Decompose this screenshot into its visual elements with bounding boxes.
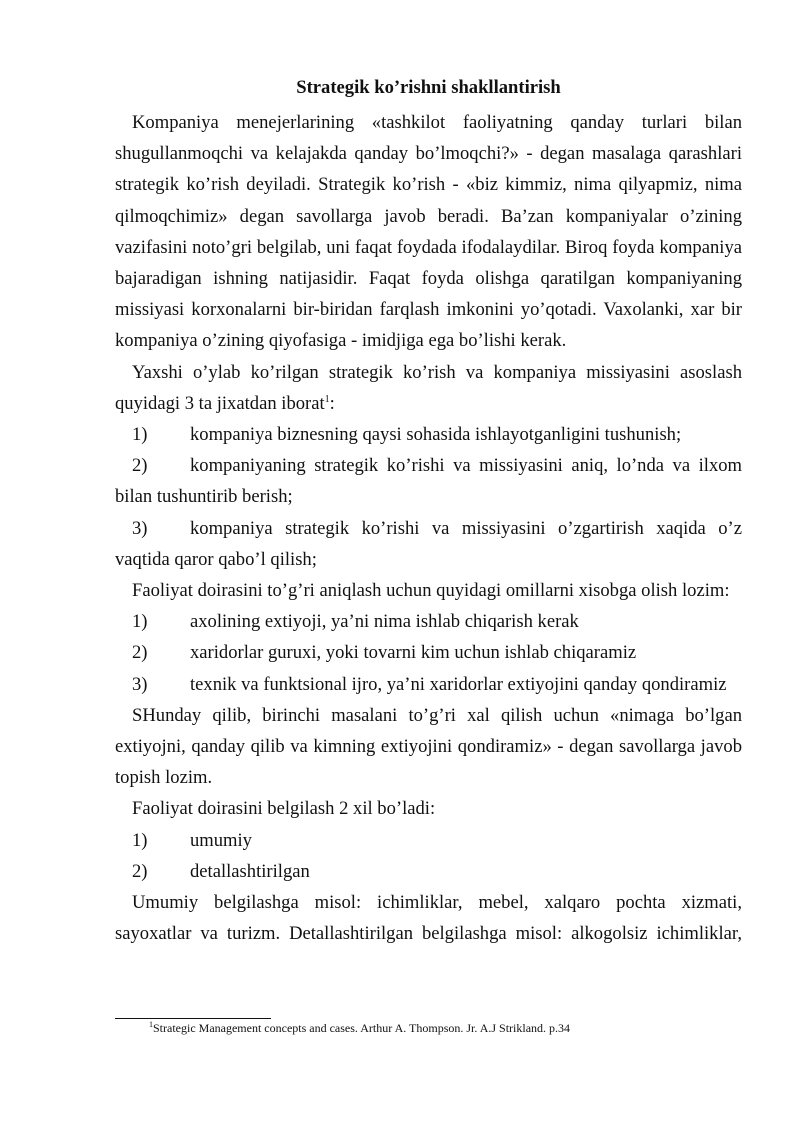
list-item-number: 2) <box>132 455 148 477</box>
paragraph-aspects <box>115 357 742 419</box>
list-item <box>115 606 742 637</box>
list-item-text: detallashtirilgan <box>190 860 310 882</box>
footnote-text: Strategic Management concepts and cases. Arthur A. Thompson. Jr. A.J Strikland. p.34 <box>153 1021 571 1035</box>
paragraph-intro: Kompaniya menejerlarining «tashkilot faoliyatning qanday turlari bilan shugullanmoqchi va kelajakda qanday bo’lmoqchi?» - degan masalaga qarashlari strategik ko’rish deyiladi. Strategik ko’rish - «biz kimmiz, nima qilyapmiz, nima qilmoqchimiz» degan savollarga javob beradi. Ba’zan kompaniyalar o’zining vazifasini noto’gri belgilab, uni faqat foydada ifodalaydilar. Biroq foyda kompaniya bajaradigan ishning natijasidir. Faqat foyda olishga qaratilgan kompaniyaning missiyasi korxonalarni bir-biridan farqlash imkonini yo’qotadi. Vaxolanki, xar bir kompaniya o’zining qiyofasiga - imidjiga ega bo’lishi kerak. <box>115 112 742 352</box>
footnote-mark: 1 <box>149 1020 153 1029</box>
footnote <box>149 1020 570 1036</box>
list-item-number: 3) <box>132 517 148 539</box>
list-item-number: 1) <box>132 424 148 446</box>
document-body <box>115 107 742 949</box>
list-item-number: 1) <box>132 611 148 633</box>
paragraph-aspects-colon: : <box>329 392 335 414</box>
list-item-text: xaridorlar guruxi, yoki tovarni kim uchun ishlab chiqaramiz <box>190 642 637 664</box>
list-item-number: 2) <box>132 860 148 882</box>
list-item-text: umumiy <box>190 829 252 851</box>
list-item-number: 3) <box>132 673 148 695</box>
list-item <box>115 513 742 575</box>
paragraph-aspects-text: Yaxshi o’ylab ko’rilgan strategik ko’rish va kompaniya missiyasini asoslash quyidagi 3 ta jixatdan iborat <box>115 361 742 414</box>
list-item <box>115 450 742 512</box>
footnote-reference[interactable]: 1 <box>324 393 330 405</box>
list-item-text: texnik va funktsional ijro, ya’ni xaridorlar extiyojini qanday qondiramiz <box>190 673 727 695</box>
list-item <box>115 419 742 450</box>
paragraph-examples: Umumiy belgilashga misol: ichimliklar, mebel, xalqaro pochta xizmati, sayoxatlar va turizm. Detallashtirilgan belgilashga misol: alkogolsiz ichimliklar, <box>115 892 742 945</box>
list-item <box>115 637 742 668</box>
list-item-text: kompaniya strategik ko’rishi va missiyasini o’zgartirish xaqida o’z vaqtida qaror qabo’l qilish; <box>115 517 742 570</box>
list-item-text: kompaniyaning strategik ko’rishi va missiyasini aniq, lo’nda va ilxom bilan tushuntirib berish; <box>115 455 742 508</box>
list-item <box>115 856 742 887</box>
list-item-text: axolining extiyoji, ya’ni nima ishlab chiqarish kerak <box>190 611 579 633</box>
list-item <box>115 669 742 700</box>
list-item <box>115 825 742 856</box>
list-item-text: kompaniya biznesning qaysi sohasida ishlayotganligini tushunish; <box>190 424 682 446</box>
page-title: Strategik ko’rishni shakllantirish <box>296 77 561 98</box>
paragraph-scope-types: Faoliyat doirasini belgilash 2 xil bo’ladi: <box>132 798 436 820</box>
list-item-number: 1) <box>132 829 148 851</box>
list-item-number: 2) <box>132 642 148 664</box>
paragraph-factors: Faoliyat doirasini to’g’ri aniqlash uchun quyidagi omillarni xisobga olish lozim: <box>132 580 730 602</box>
paragraph-conclusion: SHunday qilib, birinchi masalani to’g’ri xal qilish uchun «nimaga bo’lgan extiyojni, qanday qilib va kimning extiyojini qondiramiz» - degan savollarga javob topish lozim. <box>115 704 742 789</box>
footnote-divider <box>115 1018 271 1019</box>
